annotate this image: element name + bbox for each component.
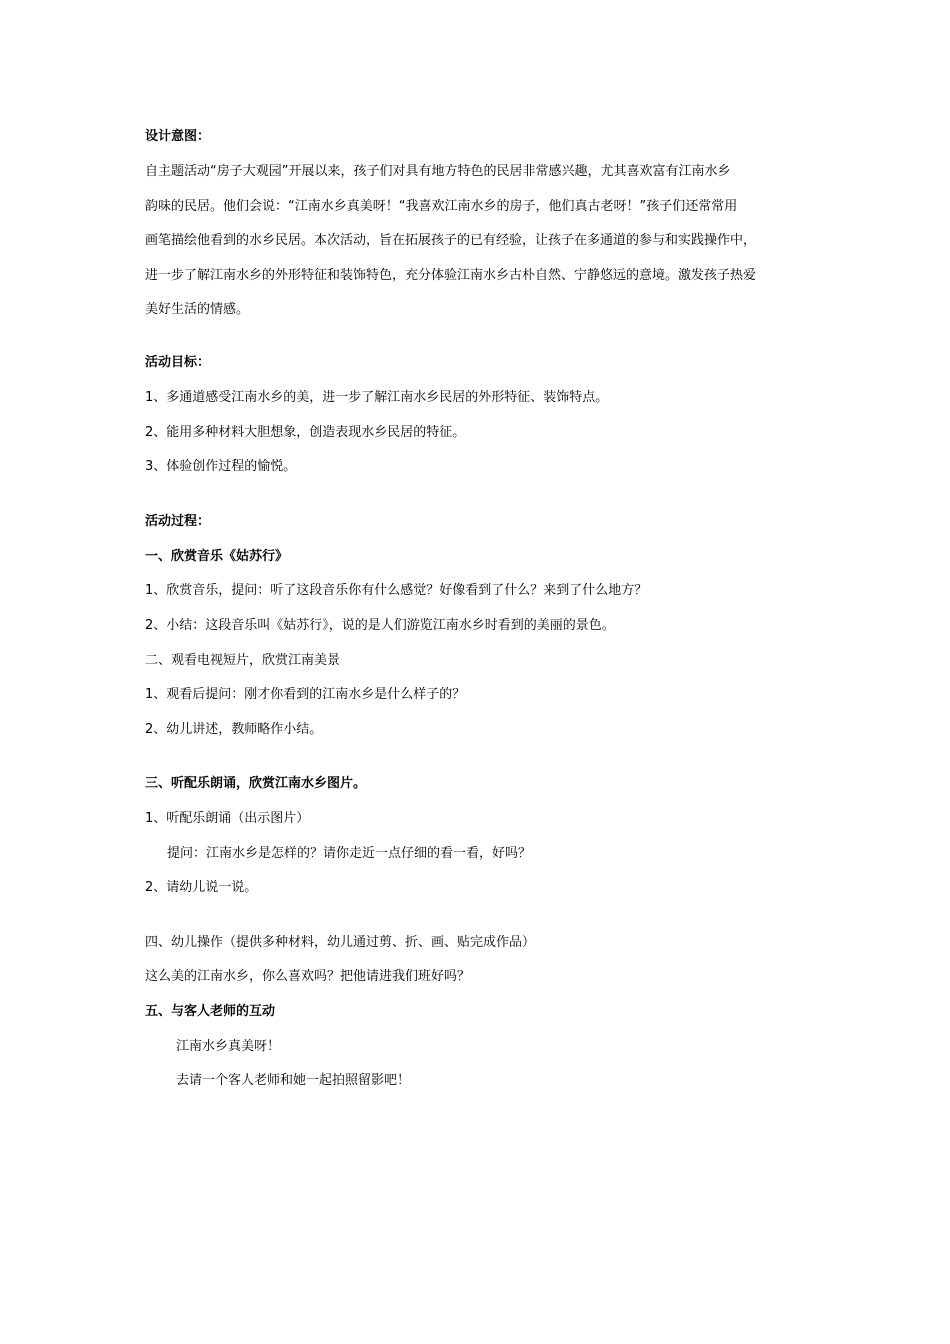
section-1-line-1: 1、欣赏音乐，提问：听了这段音乐你有什么感觉？好像看到了什么？来到了什么地方？ — [145, 583, 648, 598]
section-4-line-1: 这么美的江南水乡，你么喜欢吗？把他请进我们班好吗？ — [145, 969, 471, 984]
section-2-line-1: 1、观看后提问：刚才你看到的江南水乡是什么样子的？ — [145, 687, 466, 702]
section-3-line-2: 提问：江南水乡是怎样的？请你走近一点仔细的看一看，好吗？ — [167, 846, 532, 861]
section-2-line-2: 2、幼儿讲述，教师略作小结。 — [145, 722, 323, 737]
goal-item-3: 3、体验创作过程的愉悦。 — [145, 459, 297, 474]
section-3-line-3: 2、请幼儿说一说。 — [145, 880, 258, 895]
design-line-3: 画笔描绘他看到的水乡民居。本次活动，旨在拓展孩子的已有经验，让孩子在多通道的参与和实践操作中， — [145, 233, 757, 248]
section-5-line-2: 去请一个客人老师和她一起拍照留影吧！ — [176, 1073, 411, 1088]
section-4-title: 四、幼儿操作（提供多种材料，幼儿通过剪、折、画、贴完成作品） — [145, 935, 536, 950]
section-3-title: 三、听配乐朗诵，欣赏江南水乡图片。 — [145, 776, 367, 791]
design-heading: 设计意图： — [145, 129, 211, 144]
design-line-2: 韵味的民居。他们会说：“江南水乡真美呀！“我喜欢江南水乡的房子，他们真古老呀！”孩子们还常常用 — [145, 199, 738, 214]
design-line-4: 进一步了解江南水乡的外形特征和装饰特色，充分体验江南水乡古朴自然、宁静悠远的意境。激发孩子热爱 — [145, 268, 757, 283]
section-1-title: 一、欣赏音乐《姑苏行》 — [145, 549, 289, 564]
section-2-title: 二、观看电视短片，欣赏江南美景 — [145, 653, 341, 668]
design-line-5: 美好生活的情感。 — [145, 302, 250, 317]
goal-item-1: 1、多通道感受江南水乡的美，进一步了解江南水乡民居的外形特征、装饰特点。 — [145, 390, 609, 405]
design-line-1: 自主题活动“房子大观园”开展以来，孩子们对具有地方特色的民居非常感兴趣，尤其喜欢富有江南水乡 — [145, 164, 731, 179]
section-3-line-1: 1、听配乐朗诵（出示图片） — [145, 811, 310, 826]
process-heading: 活动过程： — [145, 514, 211, 529]
section-5-title: 五、与客人老师的互动 — [145, 1004, 276, 1019]
section-1-line-2: 2、小结：这段音乐叫《姑苏行》，说的是人们游览江南水乡时看到的美丽的景色。 — [145, 618, 615, 633]
goal-item-2: 2、能用多种材料大胆想象，创造表现水乡民居的特征。 — [145, 425, 466, 440]
section-5-line-1: 江南水乡真美呀！ — [176, 1039, 281, 1054]
goals-heading: 活动目标： — [145, 355, 211, 370]
